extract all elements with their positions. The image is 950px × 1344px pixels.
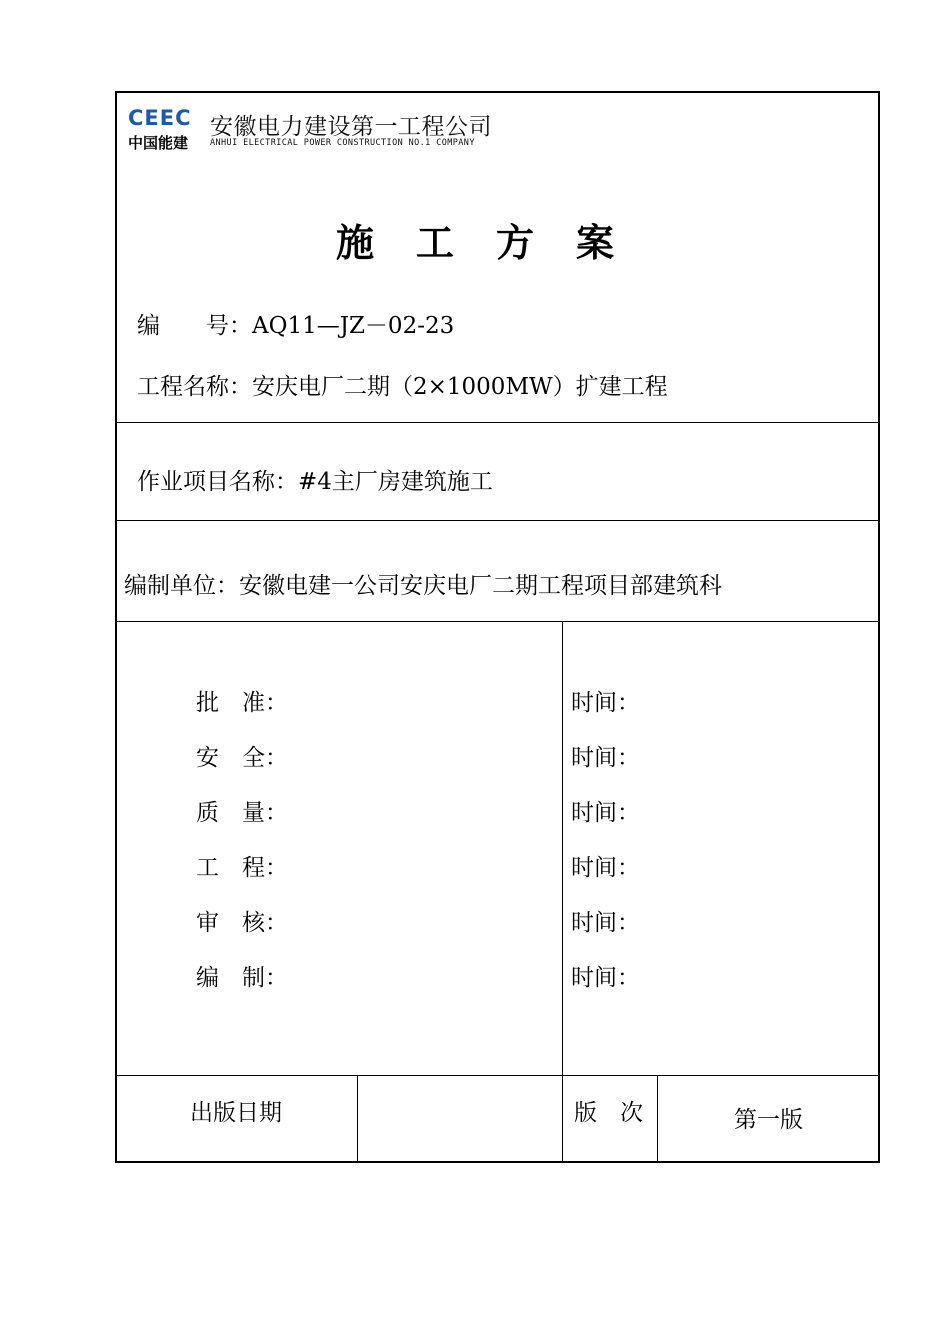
signature-time-review: 时间： bbox=[571, 910, 640, 936]
number-field bbox=[137, 315, 454, 338]
task-name-label: 作业项目名称： bbox=[137, 469, 298, 495]
unit-value: 安徽电建一公司安庆电厂二期工程项目部建筑科 bbox=[239, 573, 722, 599]
divider bbox=[115, 621, 880, 622]
number-value: AQ11—JZ－02-23 bbox=[252, 313, 455, 339]
signature-role-quality: 质 量： bbox=[196, 800, 288, 826]
project-name-label: 工程名称： bbox=[137, 374, 252, 400]
divider bbox=[115, 520, 880, 521]
publish-date-label: 出版日期 bbox=[190, 1100, 282, 1126]
ceec-logo-mark: CEEC bbox=[128, 106, 192, 130]
signature-role-engineering: 工 程： bbox=[196, 855, 288, 881]
footer-divider bbox=[357, 1075, 358, 1162]
unit-field bbox=[124, 575, 722, 598]
column-divider bbox=[562, 621, 563, 1162]
signature-time-quality: 时间： bbox=[571, 800, 640, 826]
signature-time-safety: 时间： bbox=[571, 745, 640, 771]
company-name-en: ANHUI ELECTRICAL POWER CONSTRUCTION NO.1 COMPANY bbox=[210, 138, 475, 148]
unit-label: 编制单位： bbox=[124, 573, 239, 599]
signature-time-prepare: 时间： bbox=[571, 965, 640, 991]
divider bbox=[115, 422, 880, 423]
signature-role-prepare: 编 制： bbox=[196, 965, 288, 991]
signature-role-safety: 安 全： bbox=[196, 745, 288, 771]
project-name-value: 安庆电厂二期（2×1000MW）扩建工程 bbox=[252, 374, 668, 400]
signature-role-review: 审 核： bbox=[196, 910, 288, 936]
company-name-cn: 安徽电力建设第一工程公司 bbox=[210, 114, 492, 140]
document-title: 施工方案 bbox=[335, 221, 656, 265]
project-name-field bbox=[137, 376, 668, 399]
signature-time-engineering: 时间： bbox=[571, 855, 640, 881]
number-label: 编 号： bbox=[137, 313, 252, 339]
divider bbox=[115, 1075, 880, 1076]
task-name-field bbox=[137, 471, 493, 494]
task-name-value: #4主厂房建筑施工 bbox=[298, 469, 493, 495]
version-value: 第一版 bbox=[734, 1107, 803, 1133]
ceec-chinese-name: 中国能建 bbox=[128, 134, 189, 152]
footer-divider bbox=[657, 1075, 658, 1162]
version-label: 版 次 bbox=[574, 1100, 643, 1126]
signature-time-approve: 时间： bbox=[571, 690, 640, 716]
company-logo bbox=[128, 106, 498, 150]
signature-role-approve: 批 准： bbox=[196, 690, 288, 716]
